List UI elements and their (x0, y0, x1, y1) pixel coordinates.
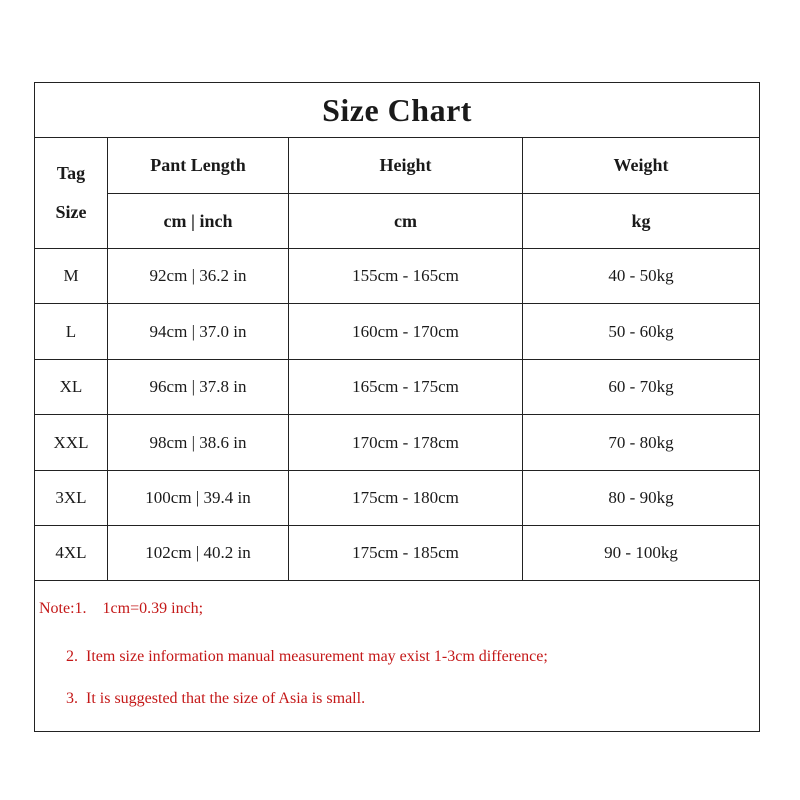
pant-length-cell: 96cm | 37.8 in (149, 377, 247, 396)
header-weight: Weight (613, 155, 669, 175)
unit-pant-length: cm | inch (163, 210, 233, 231)
grid-divider (35, 359, 759, 360)
pant-length-cell: 102cm | 40.2 in (145, 543, 251, 562)
height-cell: 165cm - 175cm (352, 377, 459, 396)
header-height: Height (379, 155, 432, 175)
height-cell: 175cm - 185cm (352, 543, 459, 562)
size-cell: 4XL (55, 543, 87, 562)
grid-divider (35, 525, 759, 526)
note-line-1: Note:1. 1cm=0.39 inch; (39, 600, 204, 617)
unit-height: cm (394, 210, 417, 231)
pant-length-cell: 100cm | 39.4 in (145, 488, 251, 507)
chart-title: Size Chart (35, 83, 759, 138)
size-cell: XL (59, 377, 83, 396)
grid-divider (35, 470, 759, 471)
header-tag-size (35, 138, 107, 248)
grid-divider (35, 414, 759, 415)
weight-cell: 70 - 80kg (608, 432, 674, 452)
weight-cell: 60 - 70kg (608, 377, 674, 396)
grid-divider (35, 580, 759, 581)
size-cell: 3XL (55, 488, 87, 507)
grid-divider (35, 248, 759, 249)
note-line-3: 3. It is suggested that the size of Asia is small. (66, 690, 366, 707)
pant-length-cell: 94cm | 37.0 in (149, 321, 247, 341)
size-chart-table (34, 82, 760, 732)
size-cell: M (63, 266, 79, 285)
header-size-label: Size (55, 202, 87, 222)
height-cell: 175cm - 180cm (352, 488, 459, 507)
weight-cell: 50 - 60kg (608, 321, 674, 341)
note-line-2: 2. Item size information manual measurement may exist 1-3cm difference; (66, 648, 548, 665)
pant-length-cell: 98cm | 38.6 in (149, 432, 247, 452)
pant-length-cell: 92cm | 36.2 in (149, 266, 247, 285)
size-cell: XXL (53, 432, 89, 452)
grid-divider (35, 303, 759, 304)
weight-cell: 90 - 100kg (604, 543, 678, 562)
height-cell: 155cm - 165cm (352, 266, 459, 285)
grid-divider (108, 193, 759, 194)
weight-cell: 80 - 90kg (608, 488, 674, 507)
weight-cell: 40 - 50kg (608, 266, 674, 285)
unit-weight: kg (631, 210, 651, 231)
header-pant-length: Pant Length (150, 155, 246, 175)
height-cell: 160cm - 170cm (352, 321, 459, 341)
height-cell: 170cm - 178cm (352, 432, 459, 452)
header-tag-label: Tag (56, 163, 86, 183)
size-cell: L (65, 321, 77, 341)
